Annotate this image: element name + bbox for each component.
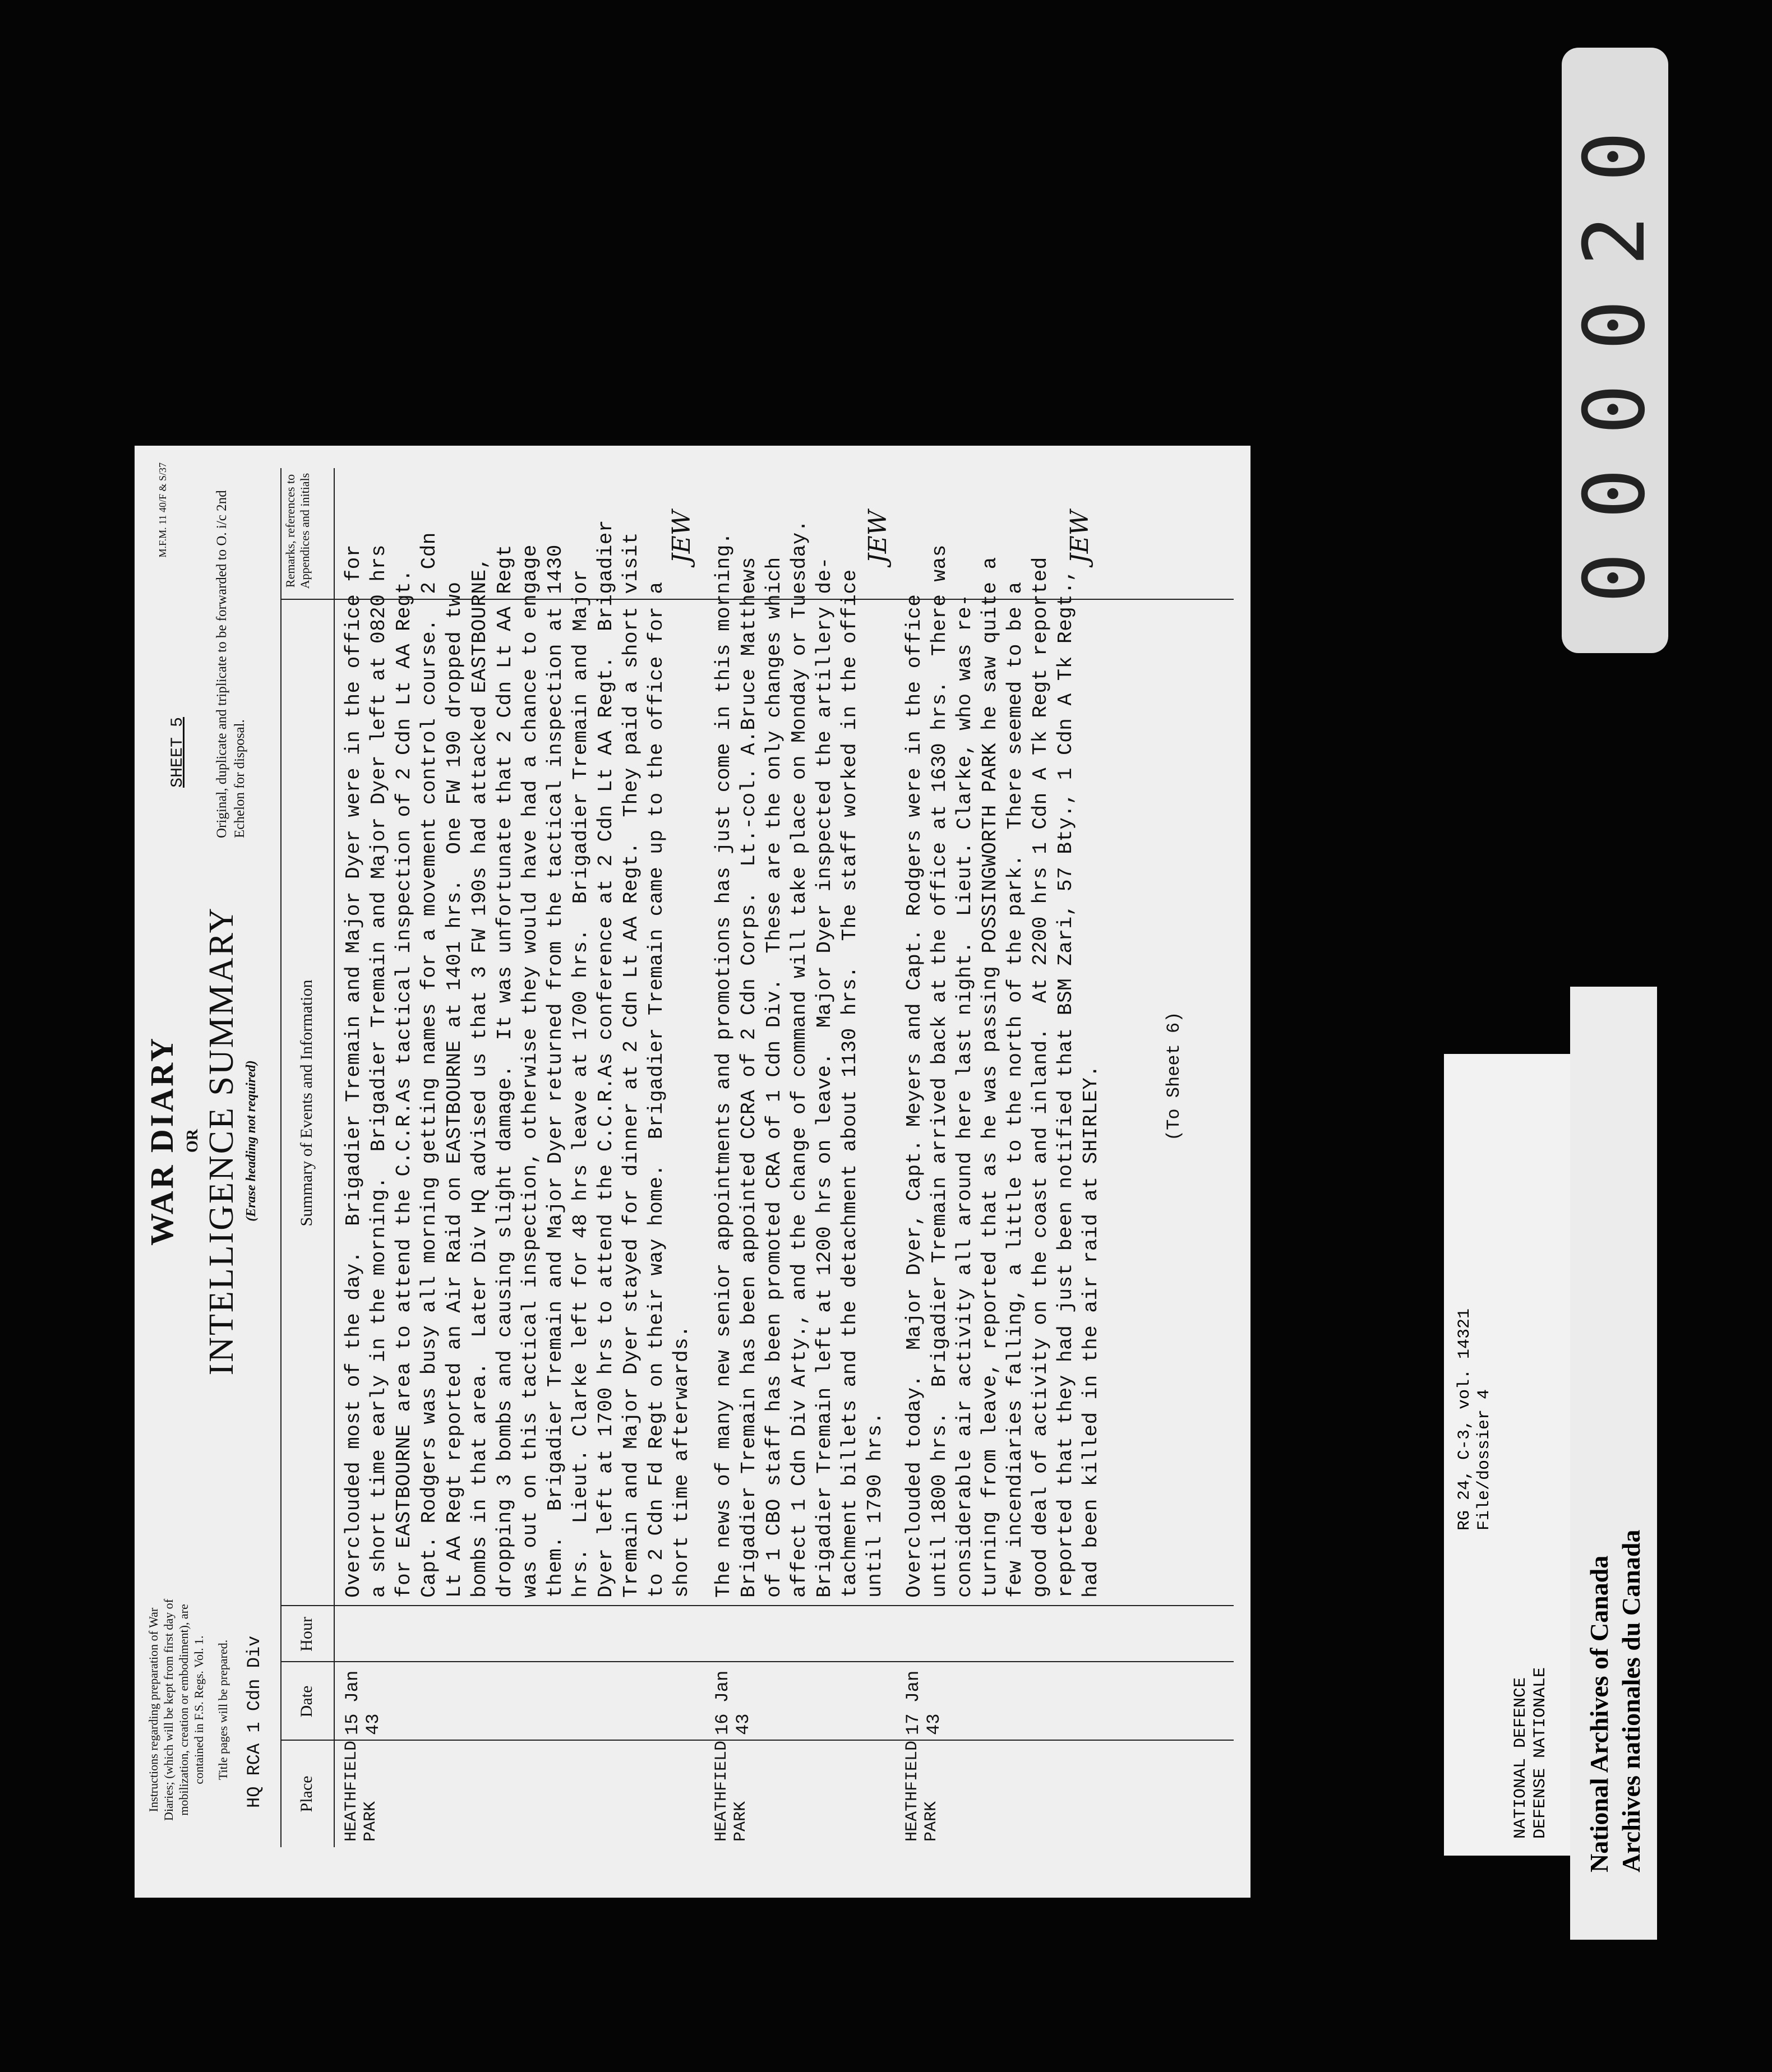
archive-number-tape (1562, 48, 1668, 653)
sheet-number: SHEET 5 (168, 716, 187, 788)
entry-initials: JEW (864, 510, 892, 563)
entry-place: HEATHFIELD PARK (903, 1740, 941, 1842)
col-header-date: Date (297, 1685, 316, 1718)
stamp-line-dept-en: NATIONAL DEFENCE (1511, 1677, 1530, 1839)
entry-place: HEATHFIELD PARK (342, 1740, 380, 1842)
entry-date: 15 Jan 43 (342, 1670, 384, 1735)
archives-stamp (1570, 987, 1657, 1940)
title-or: OR (184, 1129, 201, 1153)
col-header-remarks: Remarks, references to Appendices and initials (283, 473, 312, 589)
unit-name: HQ RCA 1 Cdn Div (244, 1635, 265, 1808)
entry-summary: Overclouded most of the day. Brigadier Tremain and Major Dyer were in the office for a short time early in the morning. Brigadier Tremain and Major Dyer left at 0820 hrs for EASTBOURNE area to attend the C.C.R.As tactical inspection of 2 Cdn Lt AA Regt. Capt. Rodgers was busy all morning getting names for a movement control course. 2 Cdn Lt AA Regt reported an Air Raid on EASTBOURNE at 1401 hrs. One FW 190 dropped two bombs in that area. Later Div HQ advised us that 3 FW 190s had attacked EASTBOURNE, dropping 3 bombs and causing slight damage. It was unfortunate that 2 Cdn Lt AA Regt was out on this tactical inspection, otherwise they would have had a chance to engage them. Brigadier Tremain and Major Dyer returned from the tactical inspection at 1430 hrs. Lieut. Clarke left for 48 hrs leave at 1700 hrs. Brigadier Tremain and Major Dyer left at 1700 hrs to attend the C.C.R.As conference at 2 Cdn Lt AA Regt. Brigadier Tremain and Major Dyer stayed for dinner at 2 Cdn Lt AA Regt. They paid a short visit to 2 Cdn Fd Regt on their way home. Brigadier Tremain came up to the office for a short time afterwards. (342, 519, 693, 1598)
title-intelligence-summary: INTELLIGENCE SUMMARY (202, 906, 241, 1376)
stamp-line-record-group: RG 24, C-3, vol. 14321 (1455, 1308, 1474, 1530)
table-top-border (280, 468, 282, 1847)
archive-number: 000020 (1566, 98, 1664, 603)
col-divider-hour (280, 1605, 1234, 1606)
form-code: M.F.M. 11 40/F & S/37 (157, 462, 168, 558)
entry-place: HEATHFIELD PARK (712, 1740, 750, 1842)
col-header-hour: Hour (297, 1617, 316, 1652)
entry-initials: JEW (1065, 510, 1094, 563)
entry-summary: The news of many new senior appointments and promotions has just come in this morning. Brigadier Tremain has been appointed CCRA of 2 Cdn Corps. Lt.-col. A.Bruce Matthews of 1 CBO staff has been promoted CRA of 1 Cdn Div. These are the only changes which affect 1 Cdn Div Arty., and the change of command will take place on Monday or Tuesday. Brigadier Tremain left at 1200 hrs on leave. Major Dyer inspected the artillery de- tachment billets and the detachment about 1130 hrs. The staff worked in the office until 1790 hrs. (712, 519, 887, 1598)
col-divider-date (280, 1661, 1234, 1662)
col-header-summary: Summary of Events and Information (297, 979, 316, 1227)
archives-name-fr: Archives nationales du Canada (1617, 1529, 1645, 1872)
continuation-note: (To Sheet 6) (1164, 1011, 1184, 1141)
title-war-diary: WAR DIARY (144, 1036, 180, 1246)
reference-stamp (1444, 1054, 1570, 1856)
entry-date: 17 Jan 43 (903, 1670, 944, 1735)
col-header-place: Place (297, 1775, 316, 1812)
copies-note: Original, duplicate and triplicate to be forwarded to O. i/c 2nd Echelon for disposal. (214, 490, 247, 838)
entry-initials: JEW (667, 510, 696, 563)
stamp-line-dept-fr: DEFENSE NATIONALE (1531, 1667, 1550, 1839)
archives-name-en: National Archives of Canada (1585, 1555, 1613, 1872)
war-diary-sheet (135, 446, 1250, 1898)
entry-summary: Overclouded today. Major Dyer, Capt. Meyers and Capt. Rodgers were in the office until 1800 hrs. Brigadier Tremain arrived back at the office at 1630 hrs. There was considerable air activity all around here last night. Lieut. Clarke, who was re- turning from leave, reported that as he was passing POSSINGWORTH PARK he saw quite a few incendiaries falling, a little to the north of the park. There seemed to be a good deal of activity on the coast and inland. At 2200 hrs 1 Cdn A Tk Regt reported reported that they had just been notified that BSM Zari, 57 Bty., 1 Cdn A Tk Regt., had been killed in the air raid at SHIRLEY. (903, 544, 1102, 1598)
entry-date: 16 Jan 43 (712, 1670, 754, 1735)
instructions: Instructions regarding preparation of War Diaries; (which will be kept from first day of mobilization, creation or embodiment), are contained in F.S. Regs. Vol. 1. (146, 1599, 206, 1821)
stamp-line-file: File/dossier 4 (1475, 1389, 1494, 1530)
title-pages-note: Title pages will be prepared. (216, 1639, 230, 1780)
header-divider (334, 468, 335, 1847)
title-note: (Erase heading not required) (244, 1060, 259, 1222)
col-divider-place (280, 1740, 1234, 1741)
